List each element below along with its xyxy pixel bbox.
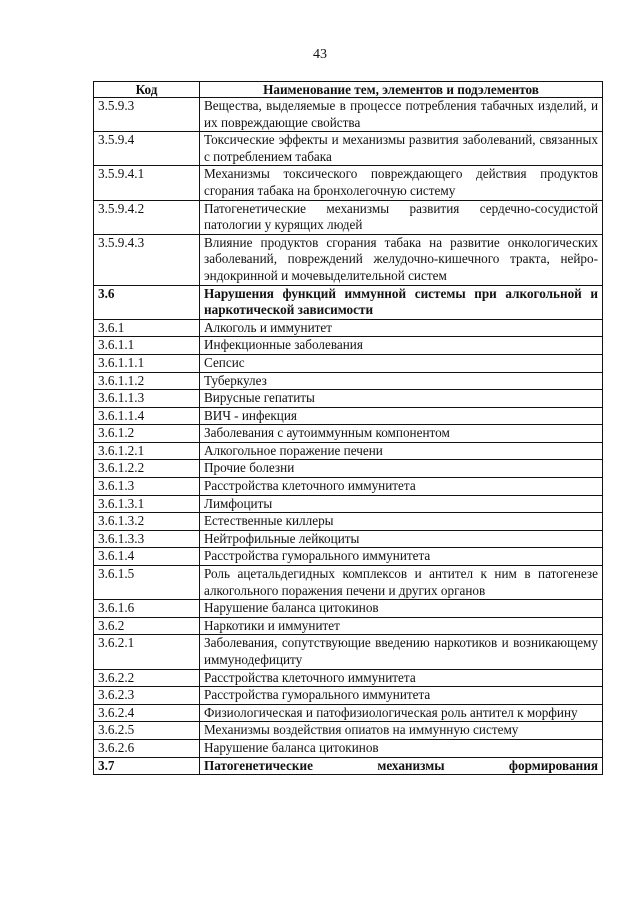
row-code: 3.7 [94, 757, 200, 775]
row-title: Наркотики и иммунитет [200, 617, 603, 635]
table-row [94, 200, 603, 234]
table-row [94, 442, 603, 460]
row-code: 3.6.2.2 [94, 669, 200, 687]
row-title: Расстройства клеточного иммунитета [200, 669, 603, 687]
row-title: Туберкулез [200, 372, 603, 390]
row-code: 3.5.9.4.2 [94, 200, 200, 234]
table-row [94, 617, 603, 635]
row-title: Токсические эффекты и механизмы развития заболеваний, связанных с потреблением табака [200, 132, 603, 166]
row-code: 3.6.1.1.4 [94, 407, 200, 425]
table-row [94, 704, 603, 722]
row-code: 3.6.1.3.1 [94, 495, 200, 513]
row-code: 3.6.1.2.1 [94, 442, 200, 460]
table-row [94, 635, 603, 669]
table-header-row [94, 82, 603, 98]
row-title: ВИЧ - инфекция [200, 407, 603, 425]
row-title: Нарушения функций иммунной системы при алкогольной и наркотической зависимости [200, 285, 603, 319]
row-code: 3.6.2.6 [94, 739, 200, 757]
table-row [94, 757, 603, 775]
table-row [94, 478, 603, 496]
table-row [94, 566, 603, 600]
row-code: 3.6.1.1.3 [94, 390, 200, 408]
row-title: Заболевания, сопутствующие введению наркотиков и возникающему иммунодефициту [200, 635, 603, 669]
table-row [94, 354, 603, 372]
row-title: Лимфоциты [200, 495, 603, 513]
table-row [94, 722, 603, 740]
row-code: 3.5.9.4 [94, 132, 200, 166]
row-code: 3.6.1.1 [94, 337, 200, 355]
row-title: Физиологическая и патофизиологическая роль антител к морфину [200, 704, 603, 722]
row-title: Механизмы токсического повреждающего действия продуктов сгорания табака на бронхолегочную систему [200, 166, 603, 200]
row-title: Заболевания с аутоиммунным компонентом [200, 425, 603, 443]
row-code: 3.6.1.3.2 [94, 513, 200, 531]
table-row [94, 687, 603, 705]
table-row [94, 460, 603, 478]
row-title: Нейтрофильные лейкоциты [200, 530, 603, 548]
table-row [94, 548, 603, 566]
row-code: 3.6 [94, 285, 200, 319]
row-title: Инфекционные заболевания [200, 337, 603, 355]
row-code: 3.6.1.1.2 [94, 372, 200, 390]
table-row [94, 390, 603, 408]
table-row [94, 166, 603, 200]
column-header-title: Наименование тем, элементов и подэлементов [200, 82, 603, 98]
row-title: Патогенетические механизмы формирования [200, 757, 603, 775]
row-title: Механизмы воздействия опиатов на иммунную систему [200, 722, 603, 740]
row-code: 3.6.1.2.2 [94, 460, 200, 478]
row-title: Расстройства гуморального иммунитета [200, 687, 603, 705]
row-title: Вирусные гепатиты [200, 390, 603, 408]
table-row [94, 132, 603, 166]
row-code: 3.5.9.4.1 [94, 166, 200, 200]
row-code: 3.6.2.5 [94, 722, 200, 740]
row-code: 3.6.2.1 [94, 635, 200, 669]
table-row [94, 407, 603, 425]
table-row [94, 513, 603, 531]
table-row [94, 337, 603, 355]
row-code: 3.6.1.6 [94, 600, 200, 618]
table-row [94, 530, 603, 548]
row-code: 3.6.1 [94, 319, 200, 337]
table-row [94, 669, 603, 687]
table-row [94, 739, 603, 757]
table-row [94, 98, 603, 132]
row-title: Нарушение баланса цитокинов [200, 739, 603, 757]
row-code: 3.6.1.1.1 [94, 354, 200, 372]
row-title: Естественные киллеры [200, 513, 603, 531]
row-title: Вещества, выделяемые в процессе потребления табачных изделий, и их повреждающие свойства [200, 98, 603, 132]
row-code: 3.5.9.4.3 [94, 234, 200, 285]
row-title: Сепсис [200, 354, 603, 372]
row-title: Алкогольное поражение печени [200, 442, 603, 460]
table-row [94, 425, 603, 443]
row-title: Расстройства клеточного иммунитета [200, 478, 603, 496]
table-row [94, 285, 603, 319]
row-title: Расстройства гуморального иммунитета [200, 548, 603, 566]
row-code: 3.6.1.4 [94, 548, 200, 566]
curriculum-table [93, 81, 603, 775]
row-code: 3.6.1.3.3 [94, 530, 200, 548]
row-title: Патогенетические механизмы развития сердечно-сосудистой патологии у курящих людей [200, 200, 603, 234]
table-row [94, 319, 603, 337]
table-row [94, 495, 603, 513]
table-row [94, 372, 603, 390]
row-code: 3.6.1.3 [94, 478, 200, 496]
row-code: 3.6.1.5 [94, 566, 200, 600]
row-title: Прочие болезни [200, 460, 603, 478]
column-header-code: Код [94, 82, 200, 98]
page-number: 43 [313, 47, 327, 62]
row-title: Нарушение баланса цитокинов [200, 600, 603, 618]
row-title: Алкоголь и иммунитет [200, 319, 603, 337]
row-code: 3.6.2.3 [94, 687, 200, 705]
table-row [94, 234, 603, 285]
row-code: 3.5.9.3 [94, 98, 200, 132]
row-title: Влияние продуктов сгорания табака на развитие онкологических заболеваний, повреждений желудочно-кишечного тракта, нейро-эндокринной и мочевыделительной систем [200, 234, 603, 285]
row-code: 3.6.1.2 [94, 425, 200, 443]
table-row [94, 600, 603, 618]
row-title: Роль ацетальдегидных комплексов и антител к ним в патогенезе алкогольного поражения печени и других органов [200, 566, 603, 600]
row-code: 3.6.2.4 [94, 704, 200, 722]
row-code: 3.6.2 [94, 617, 200, 635]
